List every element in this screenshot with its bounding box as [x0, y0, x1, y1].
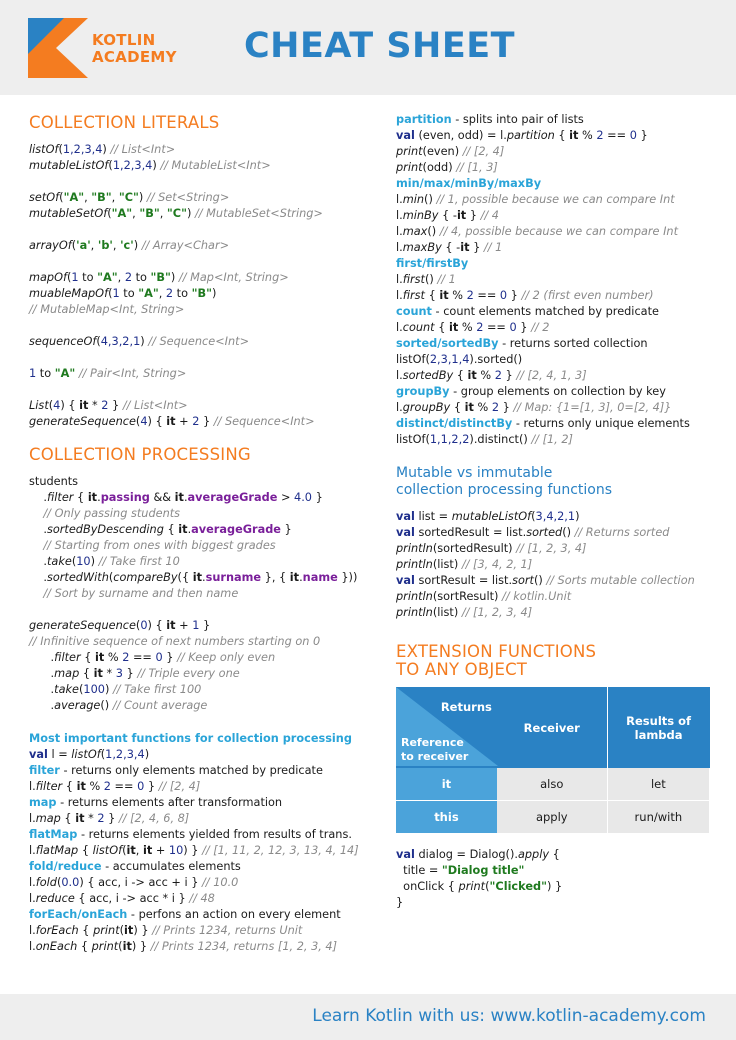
code-line: fold/reduce - accumulates elements — [29, 860, 241, 873]
code-line: .filter { it.passing && it.averageGrade > 4.0 } — [29, 491, 323, 504]
code-line: List(4) { it * 2 } // List<Int> — [29, 399, 188, 412]
code-line: println(sortResult) // kotlin.Unit — [396, 590, 572, 603]
code-line: // Only passing students — [43, 507, 181, 520]
code-line: mapOf(1 to "A", 2 to "B") // Map<Int, String> — [29, 271, 289, 284]
code-line: arrayOf('a', 'b', 'c') // Array<Char> — [29, 239, 230, 252]
code-line: generateSequence(0) { it + 1 } — [29, 619, 211, 632]
code-line: // MutableMap<Int, String> — [29, 303, 185, 316]
code-line: l.flatMap { listOf(it, it + 10) } // [1, 11, 2, 12, 3, 13, 4, 14] — [29, 844, 359, 857]
code-line: l.maxBy { -it } // 1 — [396, 241, 503, 254]
code-line: flatMap - returns elements yielded from results of trans. — [29, 828, 352, 841]
mutable-heading: Mutable vs immutable collection processing functions — [396, 465, 613, 498]
code-line: l.minBy { -it } // 4 — [396, 209, 499, 222]
code-line: print(even) // [2, 4] — [396, 145, 505, 158]
code-line: val (even, odd) = l.partition { it % 2 == 0 } — [396, 129, 648, 142]
code-line: l.first { it % 2 == 0 } // 2 (first even number) — [396, 289, 654, 302]
code-line: val sortedResult = list.sorted() // Returns sorted — [396, 526, 670, 539]
kotlin-academy-logo — [28, 18, 88, 78]
code-line: l.reduce { acc, i -> acc * i } // 48 — [29, 892, 215, 905]
table-cell: apply — [497, 801, 607, 834]
code-line: l.map { it * 2 } // [2, 4, 6, 8] — [29, 812, 190, 825]
code-line: distinct/distinctBy - returns only unique elements — [396, 417, 690, 430]
table-cell: run/with — [607, 801, 709, 834]
col-header-lambda: Results of lambda — [607, 687, 709, 768]
code-line: filter - returns only elements matched by predicate — [29, 764, 323, 777]
code-line: title = "Dialog title" — [396, 864, 525, 877]
code-line: onClick { print("Clicked") } — [396, 880, 563, 893]
code-line: groupBy - group elements on collection by key — [396, 385, 666, 398]
code-line: .filter { it % 2 == 0 } // Keep only even — [29, 651, 276, 664]
code-line: l.min() // 1, possible because we can compare Int — [396, 193, 675, 206]
most-important-heading: Most important functions for collection processing — [29, 732, 352, 745]
scope-functions-table — [396, 687, 710, 834]
collection-literals-heading: COLLECTION LITERALS — [29, 113, 220, 132]
code-line: val sortResult = list.sort() // Sorts mutable collection — [396, 574, 695, 587]
code-line: l.onEach { print(it) } // Prints 1234, returns [1, 2, 3, 4] — [29, 940, 338, 953]
code-line: mutableListOf(1,2,3,4) // MutableList<Int> — [29, 159, 271, 172]
code-line: .map { it * 3 } // Triple every one — [29, 667, 240, 680]
code-line: count - count elements matched by predicate — [396, 305, 659, 318]
table-corner — [396, 687, 497, 768]
code-line: listOf(2,3,1,4).sorted() — [396, 353, 523, 366]
code-line: muableMapOf(1 to "A", 2 to "B") — [29, 287, 217, 300]
table-row — [396, 801, 710, 834]
code-line: mutableSetOf("A", "B", "C") // MutableSet<String> — [29, 207, 323, 220]
table-cell: also — [497, 768, 607, 801]
code-line: .average() // Count average — [29, 699, 208, 712]
code-line: val l = listOf(1,2,3,4) — [29, 748, 150, 761]
row-header-it: it — [396, 768, 497, 801]
code-line: // Starting from ones with biggest grades — [43, 539, 276, 552]
code-line: listOf(1,1,2,2).distinct() // [1, 2] — [396, 433, 573, 446]
code-line: println(list) // [1, 2, 3, 4] — [396, 606, 533, 619]
code-line: setOf("A", "B", "C") // Set<String> — [29, 191, 230, 204]
code-line: println(list) // [3, 4, 2, 1] — [396, 558, 533, 571]
code-line: val list = mutableListOf(3,4,2,1) — [396, 510, 580, 523]
corner-reference-label: Reference to receiver — [401, 736, 469, 763]
code-line: l.filter { it % 2 == 0 } // [2, 4] — [29, 780, 201, 793]
code-line: generateSequence(4) { it + 2 } // Sequence<Int> — [29, 415, 315, 428]
corner-returns-label: Returns — [440, 700, 492, 714]
code-line: val dialog = Dialog().apply { — [396, 848, 560, 861]
footer — [0, 994, 736, 1040]
code-line: l.first() // 1 — [396, 273, 456, 286]
header — [0, 0, 736, 95]
code-line: l.sortedBy { it % 2 } // [2, 4, 1, 3] — [396, 369, 587, 382]
extension-heading: EXTENSION FUNCTIONS TO ANY OBJECT — [396, 642, 597, 679]
code-line: println(sortedResult) // [1, 2, 3, 4] — [396, 542, 587, 555]
code-line: .sortedWith(compareBy({ it.surname }, { it.name })) — [29, 571, 358, 584]
code-line: listOf(1,2,3,4) // List<Int> — [29, 143, 176, 156]
footer-link-text: Learn Kotlin with us: www.kotlin-academy.com — [312, 1006, 706, 1026]
row-header-this: this — [396, 801, 497, 834]
page-title: CHEAT SHEET — [244, 26, 516, 66]
code-line: partition - splits into pair of lists — [396, 113, 584, 126]
code-line: forEach/onEach - perfons an action on every element — [29, 908, 341, 921]
code-line: l.fold(0.0) { acc, i -> acc + i } // 10.0 — [29, 876, 239, 889]
code-line: 1 to "A" // Pair<Int, String> — [29, 367, 187, 380]
logo-text: KOTLIN ACADEMY — [92, 31, 177, 66]
code-line: print(odd) // [1, 3] — [396, 161, 498, 174]
code-line: .sortedByDescending { it.averageGrade } — [29, 523, 292, 536]
code-line: l.groupBy { it % 2 } // Map: {1=[1, 3], 0=[2, 4]} — [396, 401, 672, 414]
col-header-receiver: Receiver — [497, 687, 607, 768]
collection-processing-heading: COLLECTION PROCESSING — [29, 445, 251, 464]
code-line: l.count { it % 2 == 0 } // 2 — [396, 321, 550, 334]
left-column — [29, 112, 384, 955]
code-line: sorted/sortedBy - returns sorted collection — [396, 337, 648, 350]
code-line: // Sort by surname and then name — [43, 587, 239, 600]
code-line: .take(10) // Take first 10 — [29, 555, 180, 568]
code-line: first/firstBy — [396, 257, 469, 270]
code-line: sequenceOf(4,3,2,1) // Sequence<Int> — [29, 335, 250, 348]
code-line: map - returns elements after transformation — [29, 796, 283, 809]
table-row — [396, 768, 710, 801]
code-line: } — [396, 896, 404, 909]
code-line: l.forEach { print(it) } // Prints 1234, returns Unit — [29, 924, 303, 937]
code-line: // Infinitive sequence of next numbers starting on 0 — [29, 635, 321, 648]
right-column — [396, 112, 716, 687]
dialog-code — [396, 847, 716, 911]
code-line: students — [29, 475, 79, 488]
table-cell: let — [607, 768, 709, 801]
code-line: l.max() // 4, possible because we can compare Int — [396, 225, 679, 238]
code-line: .take(100) // Take first 100 — [29, 683, 202, 696]
code-line: min/max/minBy/maxBy — [396, 177, 542, 190]
